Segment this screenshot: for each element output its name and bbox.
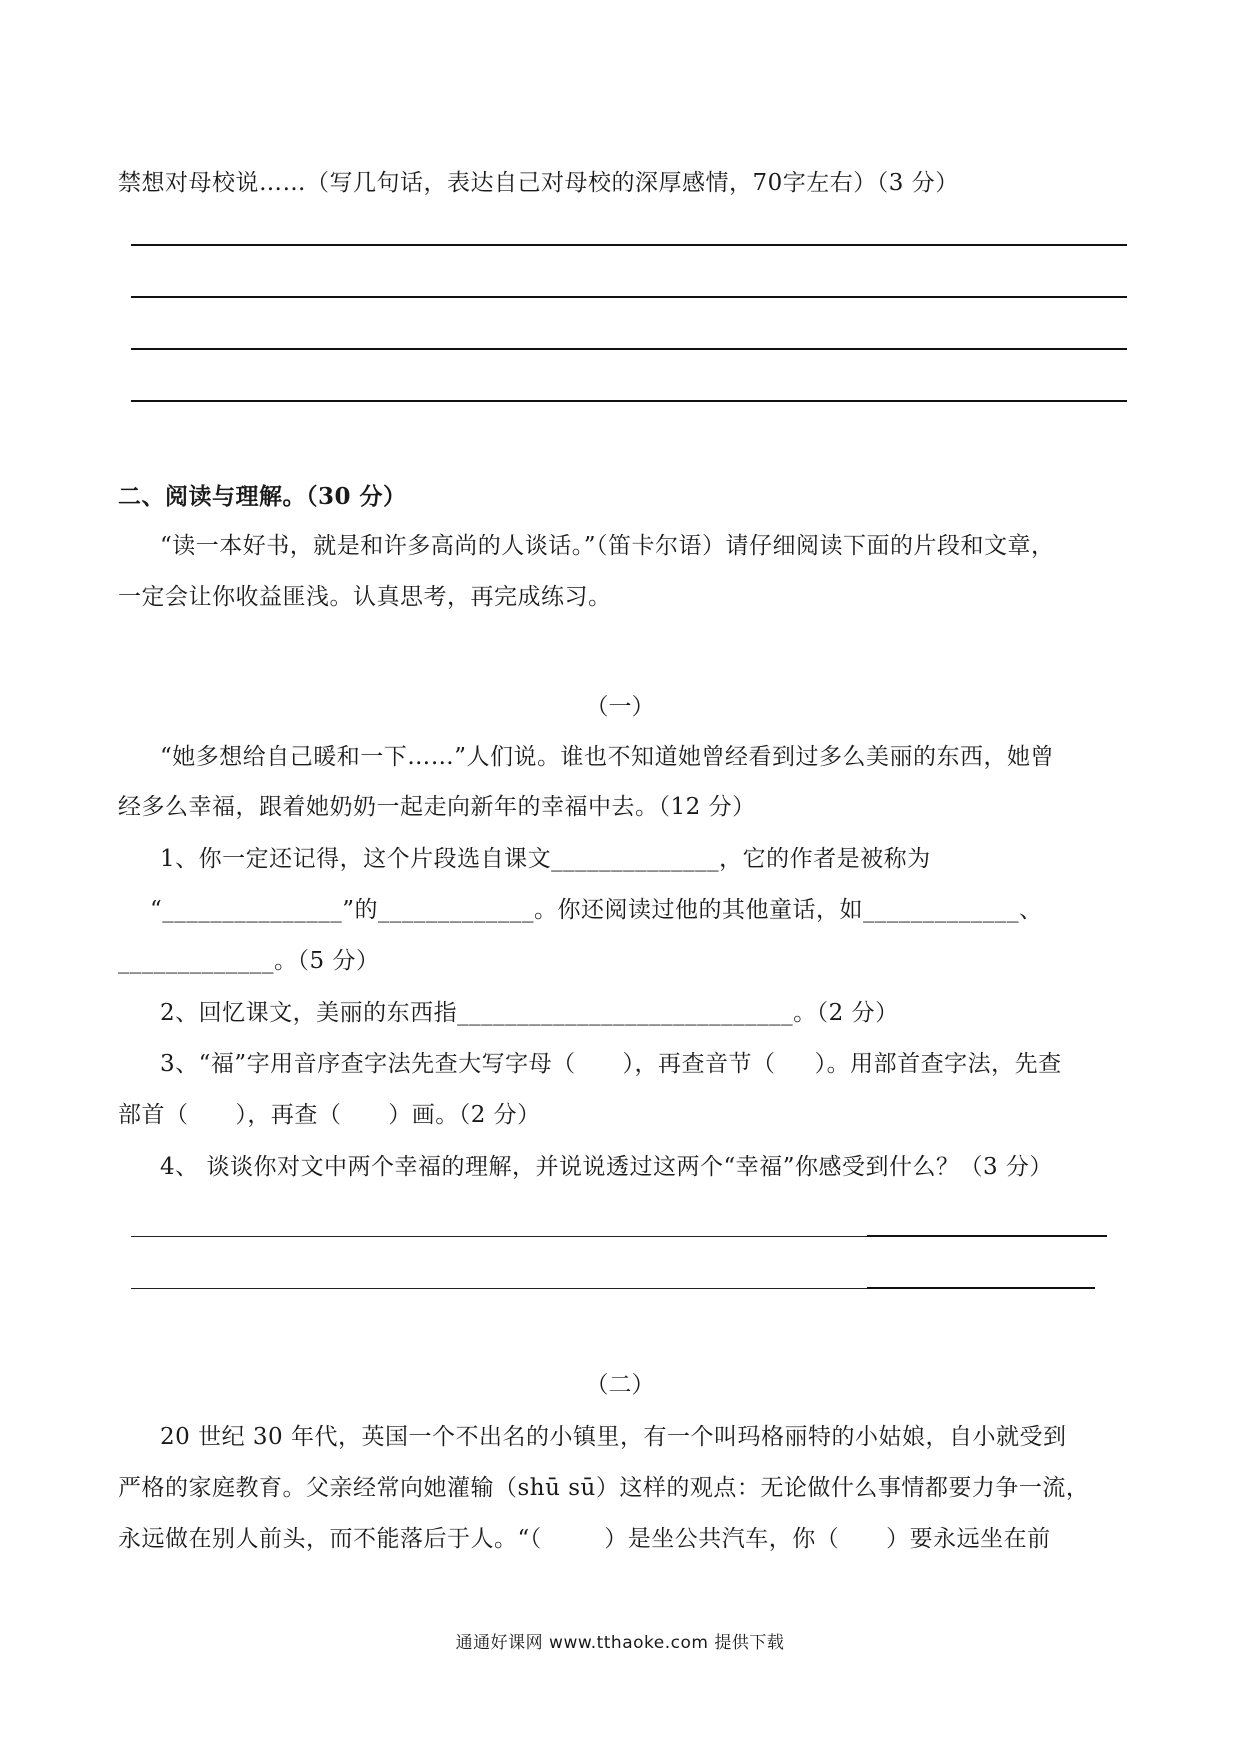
question-1-line-1: 1、你一定还记得，这个片段选自课文______________，它的作者是被称为: [160, 846, 931, 872]
question-3-line-2: 部首（ ），再查（ ）画。（2 分）: [118, 1102, 541, 1128]
passage-two-line-3: 永远做在别人前头，而不能落后于人。“（ ）是坐公共汽车，你（ ）要永远坐在前: [118, 1526, 1051, 1552]
passage-one-line-2: 经多么幸福，跟着她奶奶一起走向新年的幸福中去。（12 分）: [118, 794, 756, 820]
section-heading: 二、阅读与理解。（30 分）: [118, 483, 407, 510]
passage-two-line-1: 20 世纪 30 年代，英国一个不出名的小镇里，有一个叫玛格丽特的小姑娘，自小就受到: [160, 1424, 1067, 1450]
question-3-line-1: 3、“福”字用音序查字法先查大写字母（ ），再查音节（ ）。用部首查字法，先查: [160, 1051, 1062, 1077]
question-4-answer-line-2-tail: [867, 1287, 1095, 1289]
question-4-answer-line-2[interactable]: [131, 1288, 867, 1289]
question-4-answer-line-1[interactable]: [131, 1236, 867, 1237]
answer-line-4[interactable]: [131, 400, 1127, 402]
passage-two-line-2: 严格的家庭教育。父亲经常向她灌输（shū sū）这样的观点：无论做什么事情都要力争一流，: [118, 1475, 1090, 1501]
question-1-line-3: _____________。（5 分）: [118, 948, 380, 974]
section-intro-line-2: 一定会让你收益匪浅。认真思考，再完成练习。: [118, 584, 612, 610]
answer-line-3[interactable]: [131, 348, 1127, 350]
page-footer: 通通好课网 www.tthaoke.com 提供下载: [455, 1633, 785, 1653]
answer-line-1[interactable]: [131, 244, 1127, 246]
question-2: 2、回忆课文，美丽的东西指____________________________。（2 分）: [160, 1000, 899, 1026]
question-4: 4、 谈谈你对文中两个幸福的理解，并说说透过这两个“幸福”你感受到什么？（3 分）: [160, 1154, 1053, 1180]
question-4-answer-line-1-tail: [867, 1235, 1107, 1237]
part-two-title: （二）: [585, 1372, 655, 1398]
passage-one-line-1: “她多想给自己暖和一下……”人们说。谁也不知道她曾经看到过多么美丽的东西，她曾: [160, 744, 1055, 770]
question-1-line-2: “_______________”的_____________。你还阅读过他的其他童话，如_____________、: [150, 897, 1043, 923]
answer-line-2[interactable]: [131, 296, 1127, 298]
writing-prompt: 禁想对母校说……（写几句话，表达自己对母校的深厚感情，70字左右）（3 分）: [118, 170, 959, 196]
part-one-title: （一）: [585, 694, 655, 720]
section-intro-line-1: “读一本好书，就是和许多高尚的人谈话。”（笛卡尔语）请仔细阅读下面的片段和文章，: [160, 533, 1055, 559]
